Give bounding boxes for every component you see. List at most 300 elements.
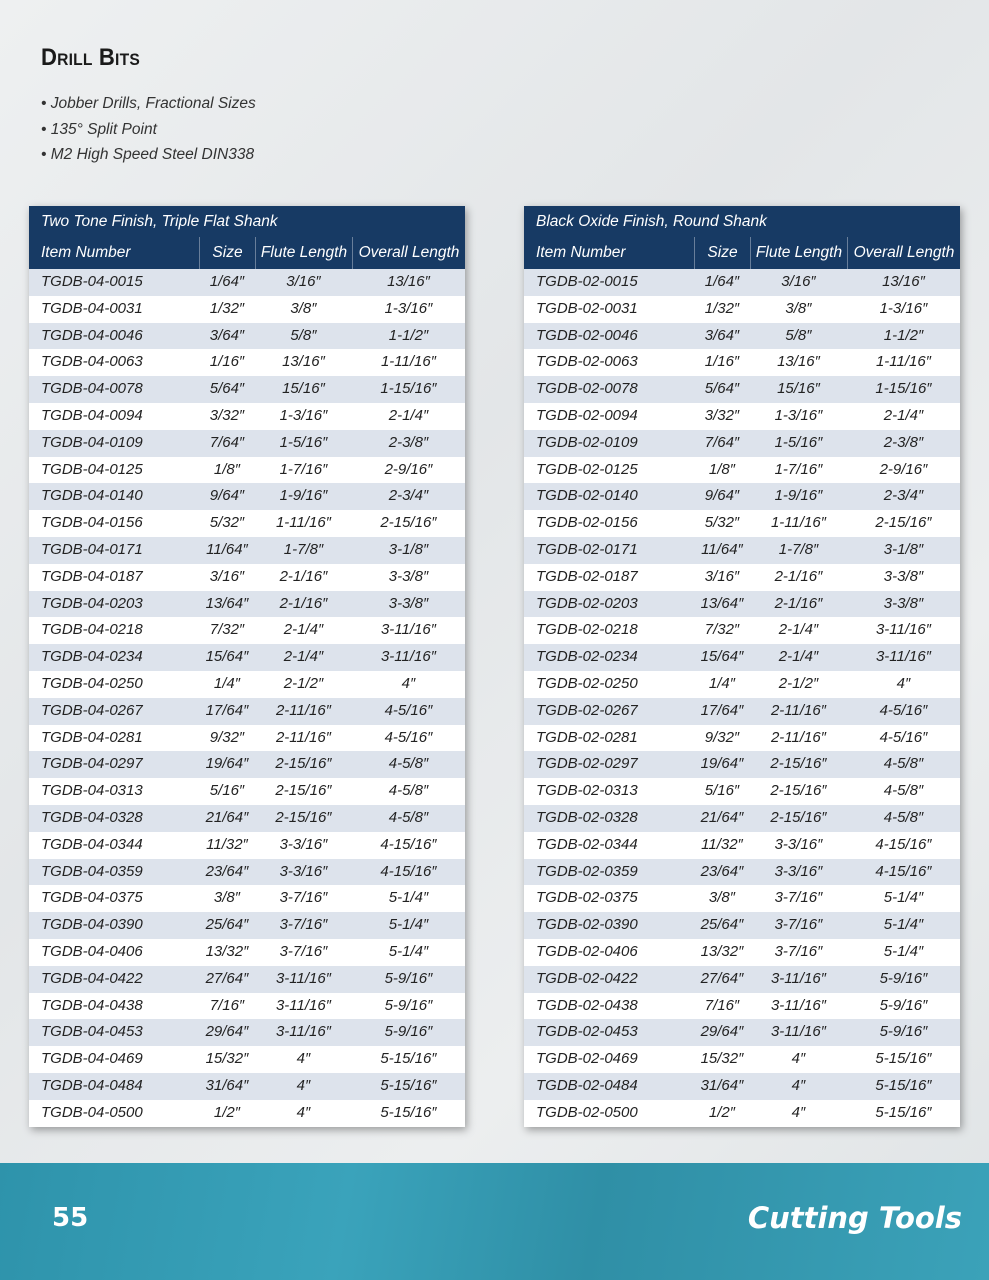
table-row	[524, 885, 960, 912]
table-row	[29, 725, 465, 752]
page-title: Drill Bits	[41, 44, 140, 71]
size-cell: 19/64″	[700, 755, 744, 773]
item-number-cell: TGDB-02-0344	[536, 835, 638, 853]
overall-length-cell: 5-15/16″	[380, 1050, 437, 1068]
size-cell: 13/64″	[205, 594, 249, 612]
overall-length-cell: 5-15/16″	[875, 1103, 932, 1121]
overall-length-cell: 4″	[401, 674, 416, 692]
overall-length-cell: 2-9/16″	[879, 460, 928, 478]
flute-length-cell: 2-1/2″	[778, 674, 819, 692]
item-number-cell: TGDB-04-0484	[41, 1076, 143, 1094]
column-header-item-number: Item Number	[41, 244, 131, 261]
size-cell: 7/64″	[704, 433, 740, 451]
size-cell: 15/64″	[205, 648, 249, 666]
table-row	[29, 698, 465, 725]
table-row	[524, 644, 960, 671]
table-row	[29, 805, 465, 832]
overall-length-cell: 1-11/16″	[380, 353, 437, 371]
table-black-oxide-finish	[524, 206, 960, 1127]
overall-length-cell: 2-3/4″	[388, 487, 429, 505]
item-number-cell: TGDB-02-0281	[536, 728, 638, 746]
table-row	[524, 966, 960, 993]
size-cell: 9/64″	[704, 487, 740, 505]
overall-length-cell: 5-1/4″	[388, 916, 429, 934]
size-cell: 5/64″	[704, 380, 740, 398]
overall-length-cell: 4-5/8″	[388, 808, 429, 826]
table-row	[524, 269, 960, 296]
table-row	[524, 832, 960, 859]
item-number-cell: TGDB-04-0422	[41, 969, 143, 987]
overall-length-cell: 5-9/16″	[879, 1023, 928, 1041]
size-cell: 1/64″	[209, 273, 245, 290]
overall-length-cell: 4-5/8″	[883, 782, 924, 800]
size-cell: 5/32″	[704, 514, 740, 532]
flute-length-cell: 1-5/16″	[774, 433, 823, 451]
size-cell: 1/8″	[213, 460, 241, 478]
size-cell: 3/8″	[213, 889, 241, 907]
item-number-cell: TGDB-04-0094	[41, 406, 143, 424]
size-cell: 1/2″	[213, 1103, 241, 1121]
overall-length-cell: 3-11/16″	[380, 621, 437, 639]
flute-length-cell: 2-1/16″	[279, 567, 328, 585]
feature-list	[41, 91, 256, 168]
table-row	[524, 805, 960, 832]
table-row	[29, 966, 465, 993]
size-cell: 1/32″	[704, 299, 740, 317]
item-number-cell: TGDB-02-0109	[536, 433, 638, 451]
overall-length-cell: 4″	[896, 674, 911, 692]
table-row	[524, 510, 960, 537]
table-caption: Black Oxide Finish, Round Shank	[536, 213, 767, 230]
size-cell: 7/16″	[704, 996, 740, 1014]
column-header-flute-length: Flute Length	[750, 237, 847, 269]
overall-length-cell: 4-15/16″	[875, 835, 932, 853]
footer-band	[0, 1163, 989, 1280]
size-cell: 15/32″	[205, 1050, 249, 1068]
overall-length-cell: 1-3/16″	[879, 299, 928, 317]
table-row	[29, 296, 465, 323]
flute-length-cell: 1-5/16″	[279, 433, 328, 451]
overall-length-cell: 2-1/4″	[388, 406, 429, 424]
overall-length-cell: 13/16″	[882, 273, 925, 290]
overall-length-cell: 1-3/16″	[384, 299, 433, 317]
item-number-cell: TGDB-02-0469	[536, 1050, 638, 1068]
size-cell: 11/64″	[206, 540, 248, 558]
size-cell: 1/2″	[708, 1103, 736, 1121]
size-cell: 11/32″	[701, 835, 743, 853]
item-number-cell: TGDB-04-0171	[41, 540, 143, 558]
table-row	[29, 269, 465, 296]
flute-length-cell: 1-11/16″	[275, 514, 332, 532]
overall-length-cell: 5-9/16″	[384, 996, 433, 1014]
overall-length-cell: 4-15/16″	[875, 862, 932, 880]
size-cell: 3/8″	[708, 889, 736, 907]
table-row	[524, 671, 960, 698]
overall-length-cell: 3-3/8″	[388, 594, 429, 612]
size-cell: 9/32″	[704, 728, 740, 746]
table-row	[29, 751, 465, 778]
overall-length-cell: 1-15/16″	[380, 380, 437, 398]
flute-length-cell: 3-11/16″	[770, 996, 827, 1014]
table-row	[524, 1019, 960, 1046]
size-cell: 23/64″	[205, 862, 249, 880]
flute-length-cell: 2-15/16″	[770, 755, 827, 773]
item-number-cell: TGDB-04-0078	[41, 380, 143, 398]
item-number-cell: TGDB-02-0422	[536, 969, 638, 987]
item-number-cell: TGDB-02-0406	[536, 942, 638, 960]
flute-length-cell: 3-3/16″	[774, 835, 823, 853]
item-number-cell: TGDB-04-0359	[41, 862, 143, 880]
size-cell: 11/64″	[701, 540, 743, 558]
overall-length-cell: 5-1/4″	[883, 889, 924, 907]
item-number-cell: TGDB-02-0250	[536, 674, 638, 692]
overall-length-cell: 5-9/16″	[384, 1023, 433, 1041]
item-number-cell: TGDB-04-0281	[41, 728, 143, 746]
section-title: Cutting Tools	[747, 1201, 962, 1235]
flute-length-cell: 2-1/4″	[778, 648, 819, 666]
flute-length-cell: 4″	[791, 1076, 806, 1094]
item-number-cell: TGDB-04-0406	[41, 942, 143, 960]
table-row	[524, 751, 960, 778]
table-row	[524, 296, 960, 323]
table-header	[524, 206, 960, 269]
overall-length-cell: 2-1/4″	[883, 406, 924, 424]
flute-length-cell: 2-1/4″	[283, 621, 324, 639]
size-cell: 21/64″	[700, 808, 744, 826]
overall-length-cell: 3-3/8″	[883, 567, 924, 585]
overall-length-cell: 1-11/16″	[875, 353, 932, 371]
table-row	[524, 1100, 960, 1127]
size-cell: 3/64″	[704, 326, 740, 344]
item-number-cell: TGDB-04-0031	[41, 299, 143, 317]
table-row	[524, 349, 960, 376]
flute-length-cell: 3-3/16″	[774, 862, 823, 880]
table-row	[524, 483, 960, 510]
flute-length-cell: 3-11/16″	[770, 1023, 827, 1041]
item-number-cell: TGDB-02-0313	[536, 782, 638, 800]
overall-length-cell: 4-5/16″	[879, 701, 928, 719]
table-row	[29, 564, 465, 591]
item-number-cell: TGDB-04-0344	[41, 835, 143, 853]
flute-length-cell: 3/16″	[781, 273, 816, 290]
overall-length-cell: 2-3/4″	[883, 487, 924, 505]
size-cell: 25/64″	[205, 916, 249, 934]
flute-length-cell: 2-15/16″	[275, 755, 332, 773]
overall-length-cell: 3-1/8″	[388, 540, 429, 558]
table-row	[29, 323, 465, 350]
flute-length-cell: 2-1/16″	[279, 594, 328, 612]
overall-length-cell: 3-11/16″	[875, 648, 932, 666]
size-cell: 7/16″	[209, 996, 245, 1014]
item-number-cell: TGDB-04-0046	[41, 326, 143, 344]
item-number-cell: TGDB-02-0046	[536, 326, 638, 344]
item-number-cell: TGDB-02-0031	[536, 299, 638, 317]
overall-length-cell: 3-1/8″	[883, 540, 924, 558]
table-body	[29, 269, 465, 1127]
table-row	[29, 617, 465, 644]
size-cell: 3/64″	[209, 326, 245, 344]
item-number-cell: TGDB-02-0140	[536, 487, 638, 505]
table-caption: Two Tone Finish, Triple Flat Shank	[41, 213, 278, 230]
table-row	[524, 778, 960, 805]
feature-item: • 135° Split Point	[41, 117, 256, 143]
overall-length-cell: 4-15/16″	[380, 862, 437, 880]
page-number: 55	[52, 1203, 89, 1233]
overall-length-cell: 5-9/16″	[879, 969, 928, 987]
table-row	[524, 859, 960, 886]
flute-length-cell: 1-11/16″	[770, 514, 827, 532]
column-header-size: Size	[199, 237, 255, 269]
table-row	[29, 376, 465, 403]
flute-length-cell: 4″	[296, 1076, 311, 1094]
table-body	[524, 269, 960, 1127]
overall-length-cell: 4-15/16″	[380, 835, 437, 853]
column-header-overall-length: Overall Length	[352, 237, 465, 269]
size-cell: 31/64″	[700, 1076, 744, 1094]
item-number-cell: TGDB-02-0156	[536, 514, 638, 532]
overall-length-cell: 1-1/2″	[883, 326, 924, 344]
table-two-tone-finish	[29, 206, 465, 1127]
table-row	[29, 671, 465, 698]
table-row	[524, 376, 960, 403]
table-row	[524, 591, 960, 618]
size-cell: 1/32″	[209, 299, 245, 317]
table-row	[29, 644, 465, 671]
item-number-cell: TGDB-04-0250	[41, 674, 143, 692]
size-cell: 3/16″	[209, 567, 245, 585]
overall-length-cell: 5-9/16″	[879, 996, 928, 1014]
overall-length-cell: 4-5/8″	[883, 755, 924, 773]
item-number-cell: TGDB-02-0094	[536, 406, 638, 424]
size-cell: 15/64″	[700, 648, 744, 666]
flute-length-cell: 3-7/16″	[774, 916, 823, 934]
overall-length-cell: 2-9/16″	[384, 460, 433, 478]
overall-length-cell: 3-3/8″	[388, 567, 429, 585]
flute-length-cell: 3-7/16″	[279, 889, 328, 907]
item-number-cell: TGDB-02-0297	[536, 755, 638, 773]
item-number-cell: TGDB-04-0218	[41, 621, 143, 639]
table-row	[29, 859, 465, 886]
size-cell: 13/32″	[205, 942, 249, 960]
table-row	[29, 993, 465, 1020]
size-cell: 27/64″	[700, 969, 744, 987]
size-cell: 31/64″	[205, 1076, 249, 1094]
flute-length-cell: 1-7/8″	[283, 540, 324, 558]
flute-length-cell: 3-11/16″	[275, 969, 332, 987]
item-number-cell: TGDB-02-0218	[536, 621, 638, 639]
flute-length-cell: 2-11/16″	[275, 728, 332, 746]
table-header	[29, 206, 465, 269]
table-row	[524, 323, 960, 350]
flute-length-cell: 2-1/4″	[778, 621, 819, 639]
item-number-cell: TGDB-02-0078	[536, 380, 638, 398]
item-number-cell: TGDB-04-0297	[41, 755, 143, 773]
overall-length-cell: 5-1/4″	[388, 942, 429, 960]
item-number-cell: TGDB-02-0453	[536, 1023, 638, 1041]
item-number-cell: TGDB-04-0234	[41, 648, 143, 666]
column-headers	[29, 237, 465, 269]
overall-length-cell: 5-15/16″	[875, 1050, 932, 1068]
flute-length-cell: 5/8″	[785, 326, 812, 344]
size-cell: 1/16″	[704, 353, 740, 371]
overall-length-cell: 1-1/2″	[388, 326, 429, 344]
table-row	[524, 403, 960, 430]
flute-length-cell: 15/16″	[777, 380, 820, 398]
size-cell: 7/32″	[704, 621, 740, 639]
item-number-cell: TGDB-04-0156	[41, 514, 143, 532]
overall-length-cell: 2-15/16″	[380, 514, 437, 532]
overall-length-cell: 5-1/4″	[388, 889, 429, 907]
size-cell: 27/64″	[205, 969, 249, 987]
item-number-cell: TGDB-04-0125	[41, 460, 143, 478]
size-cell: 11/32″	[206, 835, 248, 853]
size-cell: 23/64″	[700, 862, 744, 880]
flute-length-cell: 3-11/16″	[770, 969, 827, 987]
flute-length-cell: 2-1/4″	[283, 648, 324, 666]
table-row	[524, 939, 960, 966]
item-number-cell: TGDB-04-0390	[41, 916, 143, 934]
item-number-cell: TGDB-04-0500	[41, 1103, 143, 1121]
column-header-size: Size	[694, 237, 750, 269]
size-cell: 5/16″	[704, 782, 740, 800]
flute-length-cell: 2-1/16″	[774, 594, 823, 612]
flute-length-cell: 1-7/16″	[774, 460, 823, 478]
size-cell: 1/16″	[209, 353, 245, 371]
flute-length-cell: 1-9/16″	[774, 487, 823, 505]
size-cell: 17/64″	[700, 701, 744, 719]
table-row	[29, 537, 465, 564]
item-number-cell: TGDB-02-0015	[536, 273, 638, 290]
table-row	[524, 617, 960, 644]
item-number-cell: TGDB-04-0469	[41, 1050, 143, 1068]
table-row	[29, 1100, 465, 1127]
size-cell: 9/32″	[209, 728, 245, 746]
size-cell: 3/32″	[209, 406, 245, 424]
table-row	[29, 778, 465, 805]
flute-length-cell: 2-11/16″	[770, 701, 827, 719]
item-number-cell: TGDB-02-0390	[536, 916, 638, 934]
table-row	[524, 564, 960, 591]
flute-length-cell: 3-7/16″	[774, 942, 823, 960]
item-number-cell: TGDB-04-0453	[41, 1023, 143, 1041]
flute-length-cell: 2-15/16″	[275, 808, 332, 826]
column-headers	[524, 237, 960, 269]
table-row	[29, 483, 465, 510]
flute-length-cell: 3-11/16″	[275, 1023, 332, 1041]
table-row	[29, 591, 465, 618]
table-row	[29, 1046, 465, 1073]
item-number-cell: TGDB-04-0187	[41, 567, 143, 585]
flute-length-cell: 2-1/16″	[774, 567, 823, 585]
flute-length-cell: 2-15/16″	[770, 782, 827, 800]
flute-length-cell: 3-7/16″	[279, 916, 328, 934]
item-number-cell: TGDB-04-0203	[41, 594, 143, 612]
flute-length-cell: 3/8″	[785, 299, 812, 317]
flute-length-cell: 1-3/16″	[279, 406, 328, 424]
item-number-cell: TGDB-02-0484	[536, 1076, 638, 1094]
size-cell: 29/64″	[205, 1023, 249, 1041]
item-number-cell: TGDB-02-0125	[536, 460, 638, 478]
flute-length-cell: 3-3/16″	[279, 835, 328, 853]
table-row	[29, 1019, 465, 1046]
overall-length-cell: 5-15/16″	[875, 1076, 932, 1094]
overall-length-cell: 4-5/16″	[879, 728, 928, 746]
overall-length-cell: 5-1/4″	[883, 916, 924, 934]
overall-length-cell: 2-3/8″	[388, 433, 429, 451]
flute-length-cell: 4″	[296, 1103, 311, 1121]
overall-length-cell: 4-5/8″	[388, 782, 429, 800]
flute-length-cell: 3/8″	[290, 299, 317, 317]
item-number-cell: TGDB-04-0313	[41, 782, 143, 800]
table-row	[524, 537, 960, 564]
size-cell: 7/32″	[209, 621, 245, 639]
item-number-cell: TGDB-04-0267	[41, 701, 143, 719]
table-row	[29, 430, 465, 457]
table-row	[29, 1073, 465, 1100]
size-cell: 13/64″	[700, 594, 744, 612]
size-cell: 15/32″	[700, 1050, 744, 1068]
overall-length-cell: 2-15/16″	[875, 514, 932, 532]
overall-length-cell: 5-15/16″	[380, 1076, 437, 1094]
size-cell: 13/32″	[700, 942, 744, 960]
size-cell: 1/4″	[213, 674, 241, 692]
item-number-cell: TGDB-04-0438	[41, 996, 143, 1014]
table-row	[524, 912, 960, 939]
table-row	[524, 725, 960, 752]
table-row	[524, 430, 960, 457]
flute-length-cell: 13/16″	[282, 353, 325, 371]
feature-item: • M2 High Speed Steel DIN338	[41, 142, 256, 168]
flute-length-cell: 5/8″	[290, 326, 317, 344]
size-cell: 19/64″	[205, 755, 249, 773]
item-number-cell: TGDB-02-0500	[536, 1103, 638, 1121]
size-cell: 21/64″	[205, 808, 249, 826]
item-number-cell: TGDB-04-0140	[41, 487, 143, 505]
item-number-cell: TGDB-04-0109	[41, 433, 143, 451]
flute-length-cell: 1-7/16″	[279, 460, 328, 478]
table-row	[29, 885, 465, 912]
item-number-cell: TGDB-02-0063	[536, 353, 638, 371]
column-header-item-number: Item Number	[536, 244, 626, 261]
overall-length-cell: 13/16″	[387, 273, 430, 290]
size-cell: 5/16″	[209, 782, 245, 800]
item-number-cell: TGDB-04-0375	[41, 889, 143, 907]
flute-length-cell: 15/16″	[282, 380, 325, 398]
item-number-cell: TGDB-02-0359	[536, 862, 638, 880]
feature-item: • Jobber Drills, Fractional Sizes	[41, 91, 256, 117]
size-cell: 3/16″	[704, 567, 740, 585]
table-row	[524, 1046, 960, 1073]
table-row	[29, 912, 465, 939]
flute-length-cell: 2-11/16″	[770, 728, 827, 746]
table-row	[524, 1073, 960, 1100]
overall-length-cell: 3-11/16″	[875, 621, 932, 639]
table-row	[29, 403, 465, 430]
table-row	[29, 832, 465, 859]
table-row	[29, 510, 465, 537]
size-cell: 7/64″	[209, 433, 245, 451]
size-cell: 5/32″	[209, 514, 245, 532]
overall-length-cell: 5-1/4″	[883, 942, 924, 960]
overall-length-cell: 4-5/8″	[883, 808, 924, 826]
flute-length-cell: 13/16″	[777, 353, 820, 371]
flute-length-cell: 2-15/16″	[275, 782, 332, 800]
size-cell: 25/64″	[700, 916, 744, 934]
flute-length-cell: 3-7/16″	[774, 889, 823, 907]
overall-length-cell: 5-15/16″	[380, 1103, 437, 1121]
flute-length-cell: 3-7/16″	[279, 942, 328, 960]
item-number-cell: TGDB-02-0187	[536, 567, 638, 585]
